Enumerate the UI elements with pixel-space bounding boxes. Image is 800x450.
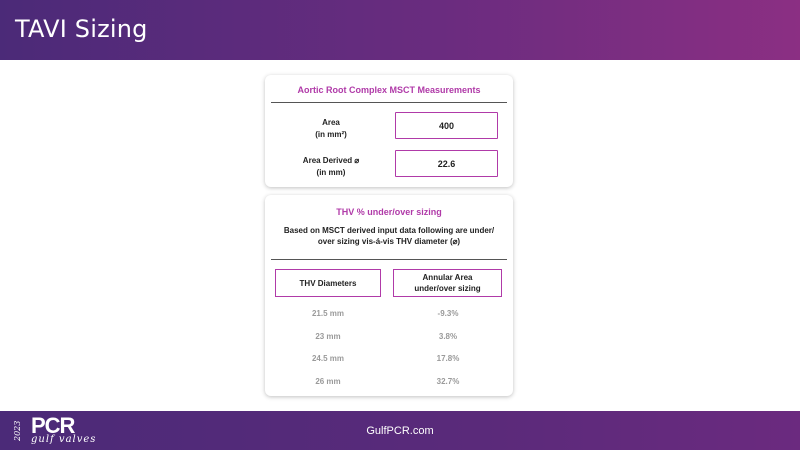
area-derived-label-text: Area Derived ⌀ [302,156,360,165]
logo-year: 2023 [13,420,22,442]
measurements-divider [271,102,507,103]
sizing-divider [271,259,507,260]
area-derived-unit-text: (in mm) [316,168,346,177]
table-cell-diameter: 24.5 mm [311,354,345,363]
sizing-description-line1: Based on MSCT derived input data following are under/ [283,226,495,235]
table-cell-diameter: 23 mm [315,332,341,341]
annular-area-header [393,269,502,297]
table-cell-sizing: -9.3% [437,309,459,318]
table-cell-sizing: 17.8% [436,354,460,363]
sizing-card [265,195,513,396]
measurements-card [265,75,513,187]
table-cell-sizing: 3.8% [438,332,458,341]
thv-diameters-header [275,269,381,297]
area-derived-label [271,155,391,179]
area-input[interactable]: 400 [395,112,498,139]
annular-area-header-line1: Annular Area [422,273,473,282]
annular-area-header-line2: under/over sizing [414,284,481,293]
table-cell-diameter: 21.5 mm [311,309,345,318]
table-cell-diameter: 26 mm [315,377,341,386]
area-label [271,117,391,141]
area-label-text: Area [322,118,340,127]
thv-diameters-header-text: THV Diameters [299,278,357,288]
slide-title: TAVI Sizing [15,15,148,43]
footer-url: GulfPCR.com [366,425,434,437]
measurements-title: Aortic Root Complex MSCT Measurements [297,85,481,95]
table-cell-sizing: 32.7% [436,377,460,386]
sizing-description-line2: over sizing vis-á-vis THV diameter (⌀) [317,237,461,246]
sizing-description [269,225,509,247]
gulf-valves-logo-text: gulf valves [31,434,97,445]
sizing-title: THV % under/over sizing [336,207,442,217]
area-unit-text: (in mm²) [315,130,347,139]
pcr-logo: PCR [31,413,75,438]
area-derived-input[interactable]: 22.6 [395,150,498,177]
